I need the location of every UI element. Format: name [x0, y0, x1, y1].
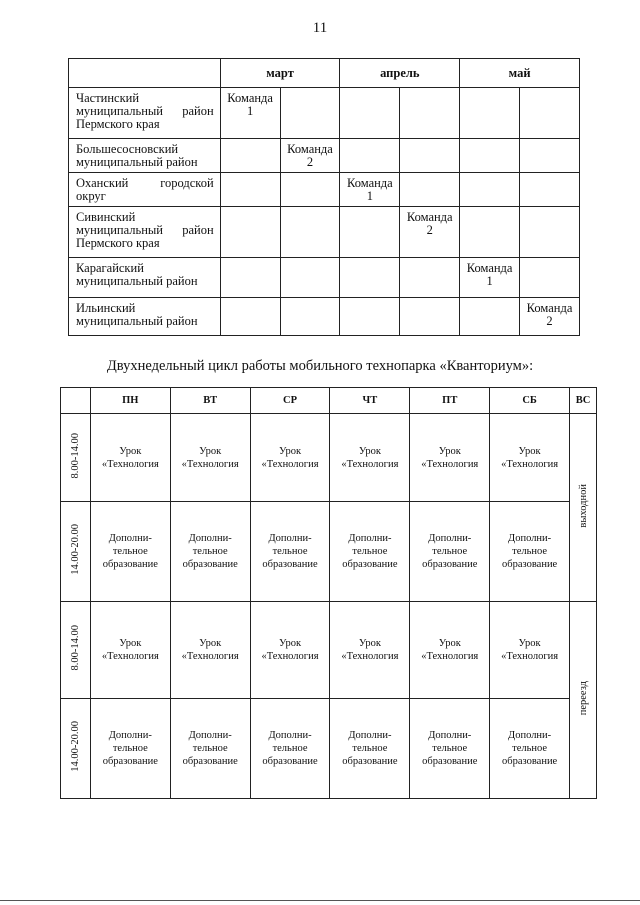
extra-education-cell — [90, 699, 170, 799]
lesson-cell — [490, 602, 570, 699]
district-name-line: муниципальный район — [76, 104, 214, 118]
lesson-cell — [490, 414, 570, 502]
empty-cell — [340, 207, 400, 258]
district-name — [69, 88, 221, 139]
empty-cell — [400, 258, 460, 298]
district-name — [69, 173, 221, 207]
time-slot-row — [61, 414, 597, 502]
extra-education-cell — [250, 699, 330, 799]
activity-text: образование — [262, 756, 318, 767]
team-cell — [340, 173, 400, 207]
activity-text: тельное — [272, 546, 308, 557]
empty-cell — [220, 298, 280, 336]
team-label: Команда — [287, 142, 333, 156]
team-number: 1 — [486, 274, 493, 288]
empty-cell — [340, 258, 400, 298]
time-slot-label: 8.00-14.00 — [69, 625, 81, 671]
district-name-line: Ильинский — [76, 301, 136, 315]
activity-text: тельное — [352, 743, 388, 754]
team-label: Команда — [466, 261, 513, 275]
team-cell — [220, 88, 280, 139]
empty-cell — [460, 88, 520, 139]
activity-text: тельное — [192, 546, 228, 557]
empty-cell — [280, 258, 340, 298]
empty-cell — [280, 298, 340, 336]
time-slot-row — [61, 699, 597, 799]
extra-education-cell — [490, 699, 570, 799]
empty-cell — [220, 258, 280, 298]
empty-cell — [400, 139, 460, 173]
sunday-label: переезд — [577, 680, 589, 716]
activity-text: образование — [182, 559, 238, 570]
empty-cell — [460, 139, 520, 173]
district-name-line: муниципальный район — [76, 155, 198, 169]
district-row — [69, 173, 580, 207]
empty-cell — [520, 258, 580, 298]
district-name-line: Карагайский — [76, 261, 144, 275]
team-label: Команда — [227, 91, 273, 105]
team-cell — [520, 298, 580, 336]
activity-text: тельное — [432, 743, 468, 754]
activity-text: «Технология — [421, 458, 479, 470]
activity-text: образование — [502, 559, 558, 570]
district-name — [69, 207, 221, 258]
activity-text: «Технология — [421, 651, 479, 662]
empty-cell — [340, 139, 400, 173]
team-label: Команда — [526, 301, 573, 315]
empty-cell — [460, 207, 520, 258]
empty-cell — [280, 88, 340, 139]
empty-cell — [340, 298, 400, 336]
empty-cell — [520, 88, 580, 139]
lesson-cell — [170, 602, 250, 699]
team-cell — [280, 139, 340, 173]
lesson-cell — [90, 414, 170, 502]
district-name-line: Большесосновский — [76, 142, 179, 156]
team-label: Команда — [347, 176, 393, 190]
district-name — [69, 298, 221, 336]
sunday-label: выходной — [577, 483, 589, 528]
activity-text: образование — [422, 756, 478, 767]
empty-cell — [340, 88, 400, 139]
activity-text: Урок — [518, 445, 541, 457]
activity-text: Урок — [278, 445, 302, 457]
team-schedule-table — [68, 58, 580, 336]
activity-text: Дополни- — [188, 533, 232, 544]
activity-text: «Технология — [101, 458, 159, 470]
activity-text: тельное — [512, 546, 548, 557]
activity-text: Дополни- — [508, 730, 552, 741]
extra-education-cell — [170, 699, 250, 799]
extra-education-cell — [330, 699, 410, 799]
day-header: ВС — [570, 388, 597, 414]
activity-text: образование — [102, 756, 158, 767]
activity-text: Дополни- — [108, 533, 152, 544]
team-number: 2 — [546, 314, 553, 328]
district-name-line: муниципальный район — [76, 274, 198, 288]
empty-cell — [520, 139, 580, 173]
empty-cell — [400, 173, 460, 207]
team-number: 2 — [306, 155, 314, 169]
activity-text: Урок — [278, 638, 302, 649]
activity-text: Дополни- — [508, 533, 552, 544]
activity-text: Дополни- — [428, 730, 472, 741]
activity-text: Урок — [438, 445, 461, 457]
empty-cell — [280, 207, 340, 258]
extra-education-cell — [250, 502, 330, 602]
extra-education-cell — [410, 699, 490, 799]
activity-text: Урок — [199, 638, 222, 649]
day-header: СР — [250, 388, 330, 414]
activity-text: «Технология — [181, 651, 239, 662]
activity-text: образование — [502, 756, 558, 767]
time-slot-label: 14.00-20.00 — [69, 524, 81, 575]
empty-cell — [400, 88, 460, 139]
corner-cell — [69, 59, 221, 88]
activity-text: Урок — [119, 445, 142, 457]
empty-cell — [400, 298, 460, 336]
weekly-cycle-table — [60, 387, 597, 799]
time-slot-row — [61, 502, 597, 602]
activity-text: тельное — [192, 743, 228, 754]
activity-text: Дополни- — [188, 730, 232, 741]
activity-text: Дополни- — [108, 730, 152, 741]
activity-text: «Технология — [101, 651, 159, 662]
page-bottom-rule — [0, 900, 640, 901]
activity-text: Урок — [199, 445, 222, 457]
lesson-cell — [170, 414, 250, 502]
time-slot-cell — [61, 414, 91, 502]
activity-text: Дополни- — [348, 730, 392, 741]
district-name — [69, 139, 221, 173]
extra-education-cell — [490, 502, 570, 602]
activity-text: Урок — [358, 638, 381, 649]
month-header: апрель — [340, 59, 460, 88]
activity-text: «Технология — [501, 458, 559, 470]
district-name — [69, 258, 221, 298]
activity-text: тельное — [112, 743, 148, 754]
activity-text: «Технология — [501, 651, 559, 662]
sunday-transfer-cell — [570, 602, 597, 799]
time-slot-cell — [61, 699, 91, 799]
district-row — [69, 207, 580, 258]
lesson-cell — [250, 602, 330, 699]
sunday-off-cell — [570, 414, 597, 602]
team-cell — [460, 258, 520, 298]
activity-text: тельное — [352, 546, 388, 557]
page-number: 11 — [312, 20, 328, 36]
activity-text: Урок — [518, 638, 541, 649]
activity-text: «Технология — [261, 458, 319, 470]
activity-text: тельное — [432, 546, 468, 557]
month-header: март — [220, 59, 340, 88]
empty-cell — [220, 139, 280, 173]
lesson-cell — [410, 602, 490, 699]
empty-cell — [220, 173, 280, 207]
activity-text: Дополни- — [268, 533, 312, 544]
activity-text: тельное — [512, 743, 548, 754]
district-name-line: муниципальный район — [76, 223, 214, 237]
activity-text: Дополни- — [348, 533, 392, 544]
extra-education-cell — [410, 502, 490, 602]
lesson-cell — [90, 602, 170, 699]
time-slot-label: 14.00-20.00 — [69, 721, 81, 772]
activity-text: образование — [102, 559, 158, 570]
activity-text: Дополни- — [428, 533, 472, 544]
team-number: 1 — [366, 189, 373, 203]
activity-text: Урок — [438, 638, 461, 649]
activity-text: «Технология — [261, 651, 319, 662]
time-slot-label: 8.00-14.00 — [69, 432, 81, 479]
team-label: Команда — [406, 210, 453, 224]
lesson-cell — [410, 414, 490, 502]
activity-text: «Технология — [181, 458, 239, 470]
district-row — [69, 258, 580, 298]
day-header: ЧТ — [330, 388, 410, 414]
time-slot-cell — [61, 502, 91, 602]
day-header: ПТ — [410, 388, 490, 414]
activity-text: тельное — [112, 546, 148, 557]
extra-education-cell — [90, 502, 170, 602]
activity-text: тельное — [272, 743, 308, 754]
district-name-line: округ — [76, 189, 106, 203]
district-row — [69, 298, 580, 336]
empty-cell — [460, 173, 520, 207]
activity-text: «Технология — [341, 651, 399, 662]
team-number: 2 — [426, 223, 433, 237]
corner-cell — [61, 388, 91, 414]
time-slot-cell — [61, 602, 91, 699]
team-number: 1 — [247, 104, 254, 118]
district-name-line: Пермского края — [76, 236, 160, 250]
day-header: ПН — [90, 388, 170, 414]
activity-text: Урок — [119, 638, 142, 649]
district-row — [69, 88, 580, 139]
time-slot-row — [61, 602, 597, 699]
empty-cell — [220, 207, 280, 258]
lesson-cell — [330, 602, 410, 699]
empty-cell — [280, 173, 340, 207]
empty-cell — [520, 173, 580, 207]
schedule-caption: Двухнедельный цикл работы мобильного технопарка «Кванториум»: — [106, 358, 534, 374]
day-header: ВТ — [170, 388, 250, 414]
activity-text: образование — [182, 756, 238, 767]
activity-text: образование — [342, 756, 398, 767]
activity-text: образование — [262, 559, 318, 570]
district-name-line: Пермского края — [76, 117, 160, 131]
extra-education-cell — [330, 502, 410, 602]
table-header-row — [69, 59, 580, 88]
district-name-line: Оханский городской — [76, 176, 214, 190]
day-header: СБ — [490, 388, 570, 414]
lesson-cell — [250, 414, 330, 502]
activity-text: Дополни- — [268, 730, 312, 741]
activity-text: образование — [342, 559, 398, 570]
empty-cell — [460, 298, 520, 336]
district-name-line: муниципальный район — [76, 314, 198, 328]
extra-education-cell — [170, 502, 250, 602]
month-header: май — [460, 59, 580, 88]
district-row — [69, 139, 580, 173]
activity-text: «Технология — [341, 458, 399, 470]
district-name-line: Сивинский — [76, 210, 136, 224]
activity-text: Урок — [358, 445, 381, 457]
team-cell — [400, 207, 460, 258]
lesson-cell — [330, 414, 410, 502]
activity-text: образование — [422, 559, 478, 570]
district-name-line: Частинский — [76, 91, 140, 105]
day-header-row — [61, 388, 597, 414]
empty-cell — [520, 207, 580, 258]
